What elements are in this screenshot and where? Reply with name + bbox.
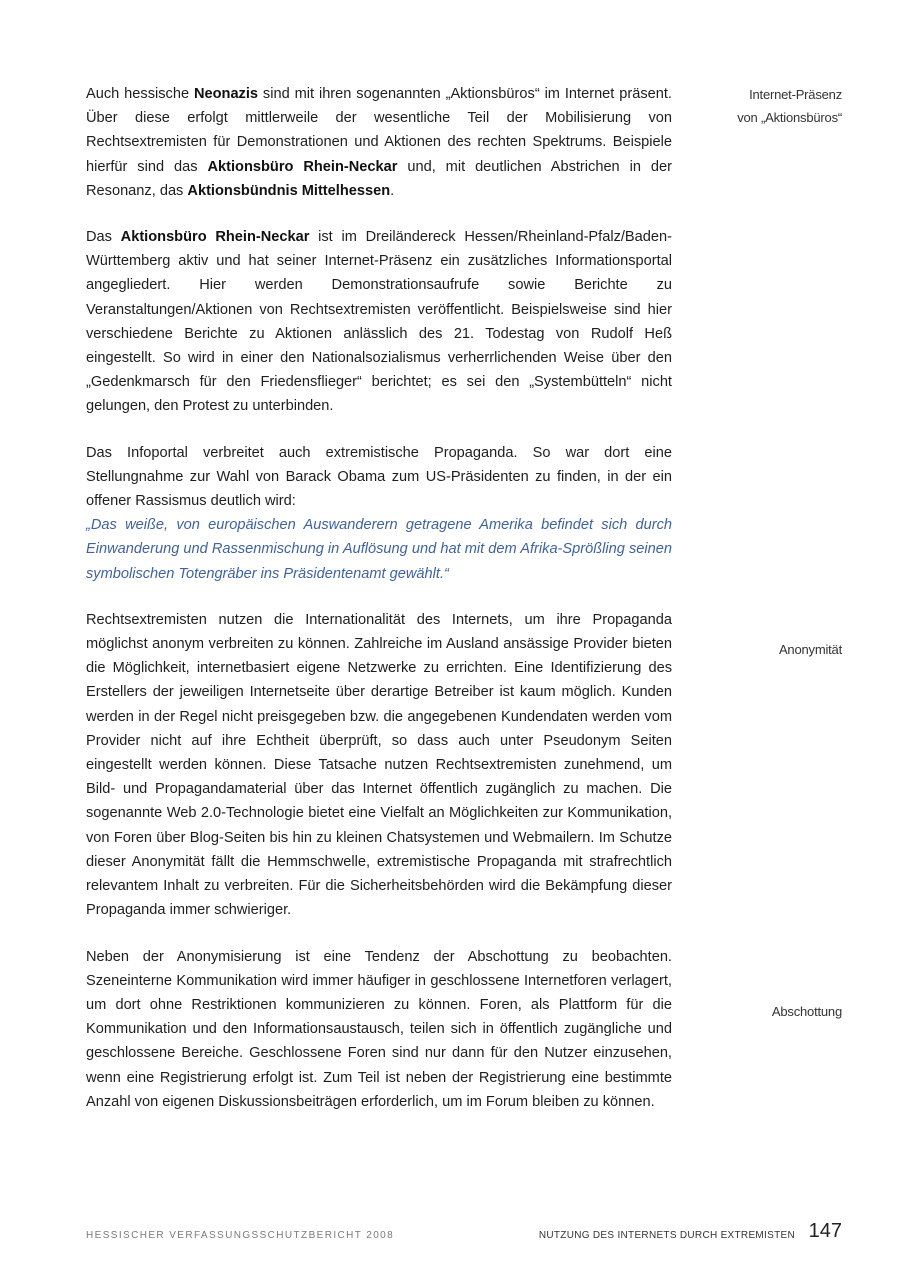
text-run: ist im Dreiländereck Hessen/Rheinland-Pfalz/Baden-Württemberg aktiv und hat seiner Internet-Präsenz ein zusätzliches Informationsportal angegliedert. Hier werden Demonstrationsaufrufe sowie Berichte zu Veranstaltungen/Aktionen von Rechtsextremisten veröffentlicht. Beispielsweise sind hier verschiedene Berichte zu Aktionen anlässlich des 21. Todestag von Rudolf Heß eingestellt. So wird in einer den Nationalsozialismus verherrlichenden Weise über den „Gedenkmarsch für den Friedensflieger“ berichtet; es sei den „Systembütteln“ nicht gelungen, den Protest zu unterbinden.	[86, 229, 672, 415]
bold-term: Aktionsbüro Rhein-Neckar	[120, 229, 310, 246]
footer-chapter-title: NUTZUNG DES INTERNETS DURCH EXTREMISTEN	[538, 1230, 795, 1241]
body-text	[86, 82, 672, 1136]
text-run: Auch hessische	[86, 86, 194, 102]
margin-note-line: Internet-Präsenz	[749, 87, 842, 102]
bold-term: Aktionsbündnis Mittelhessen	[187, 182, 391, 199]
margin-note-line: von „Aktionsbüros“	[737, 110, 842, 125]
footer-publication-title: HESSISCHER VERFASSUNGSSCHUTZBERICHT 2008	[86, 1230, 395, 1241]
text-run: Das	[86, 229, 121, 246]
page-number: 147	[808, 1220, 842, 1242]
bold-term: Aktionsbüro Rhein-Neckar	[207, 158, 398, 175]
paragraph-anonymitaet: Rechtsextremisten nutzen die Internationalität des Internets, um ihre Propaganda möglichst anonym verbreiten zu können. Zahlreiche im Ausland ansässige Provider bieten die Möglichkeit, internetbasiert eigene Netzwerke zu errichten. Eine Identifizierung des Erstellers der jeweiligen Internetseite über derartige Betreiber ist kaum möglich. Kunden werden in der Regel nicht preisgegeben bzw. die angegebenen Kundendaten werden vom Provider nicht auf ihre Echtheit überprüft, so dass auch unter Pseudonym Seiten eingestellt werden können. Diese Tatsache nutzen Rechtsextremisten zunehmend, um Bild- und Propagandamaterial über das Internet öffentlich zugänglich zu machen. Die sogenannte Web 2.0-Technologie bietet eine Vielfalt an Möglichkeiten zur Kommunikation, von Foren über Blog-Seiten bis hin zu kleinen Chatsystemen und Webmailern. Im Schutze dieser Anonymität fällt die Hemmschwelle, extremistische Propaganda mit strafrechtlich relevantem Inhalt zu verbreiten. Für die Sicherheitsbehörden wird die Bekämpfung dieser Propaganda immer schwieriger.	[86, 611, 672, 919]
text-run: .	[390, 182, 395, 199]
margin-note-internet-presence	[692, 83, 842, 129]
margin-note-anonymity: Anonymität	[778, 642, 842, 657]
paragraph-infoportal	[86, 441, 672, 586]
bold-term: Neonazis	[193, 86, 259, 102]
paragraph-abschottung: Neben der Anonymisierung ist eine Tendenz der Abschottung zu beobachten. Szeneinterne Kommunikation wird immer häufiger in geschlossene Internetforen verlagert, um dort ohne Restriktionen kommunizieren zu können. Foren, als Plattform für die Kommunikation und den Informationsaustausch, teilen sich in öffentlich zugängliche und geschlossene Bereiche. Geschlossene Foren sind nur dann für den Nutzer einzusehen, wenn eine Registrierung erfolgt ist. Zum Teil ist neben der Registrierung eine bestimmte Anzahl von eigenen Diskussionsbeiträgen erforderlich, um im Forum bleiben zu können.	[86, 948, 672, 1110]
paragraph-aktionsbueros	[86, 82, 672, 203]
quote: „Das weiße, von europäischen Auswanderern getragene Amerika befindet sich durch Einwanderung und Rassenmischung in Auflösung und hat mit dem Afrika-Sprößling seinen symbolischen Totengräber ins Präsidentenamt gewählt.“	[86, 517, 672, 582]
text-run: sind mit ihren sogenannten „Aktionsbüros“ im Internet präsent. Über diese erfolgt mittlerweile der wesentliche Teil der Mobilisierung von Rechtsextremisten für Demonstrationen und Aktionen des rechten Spektrums. Beispiele hierfür sind das	[86, 86, 672, 175]
margin-note-isolation: Abschottung	[771, 1004, 842, 1019]
text-run: Das Infoportal verbreitet auch extremistische Propaganda. So war dort eine Stellungnahme zur Wahl von Barack Obama zum US-Präsidenten zu finden, in der ein offener Rassismus deutlich wird:	[86, 444, 672, 510]
text-run: und, mit deutlichen Abstrichen in der Resonanz, das	[86, 158, 672, 199]
paragraph-rhein-neckar	[86, 225, 672, 419]
